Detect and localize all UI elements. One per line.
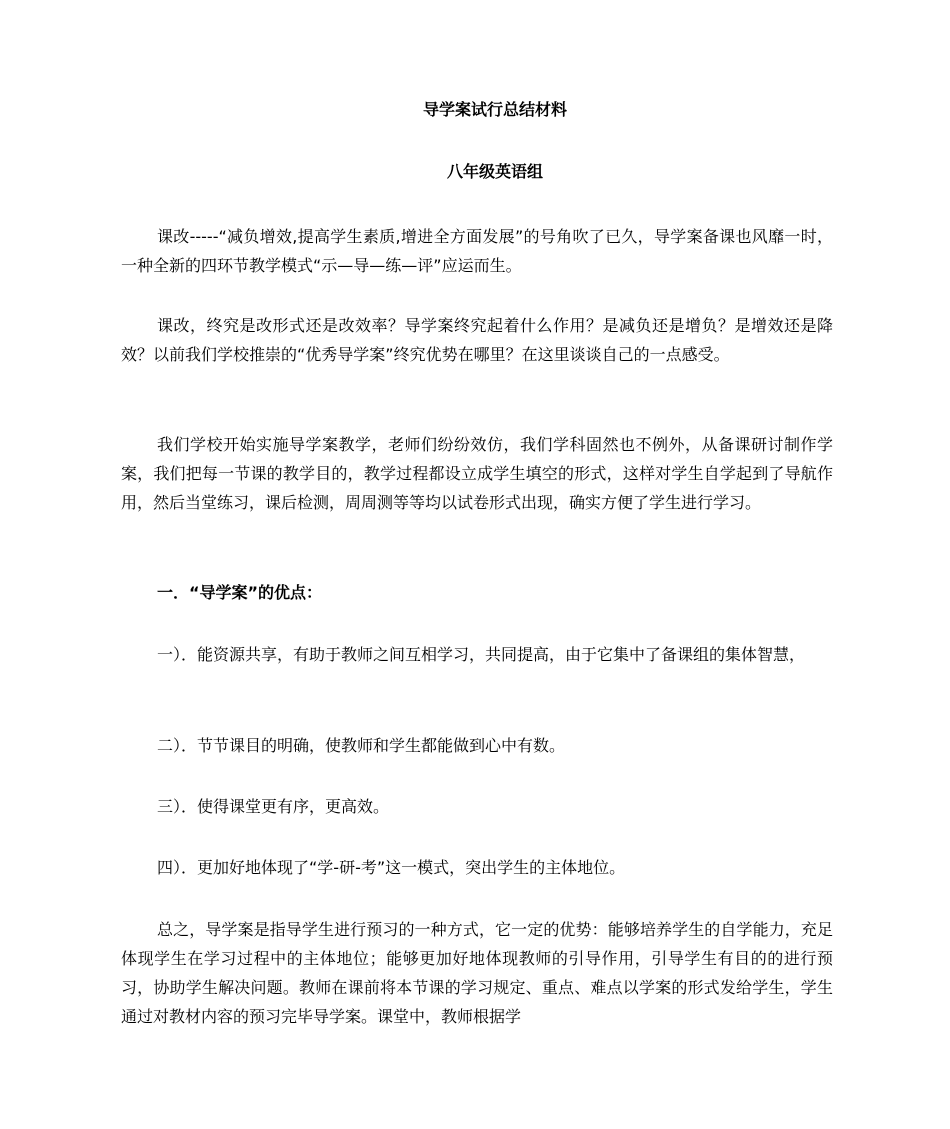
paragraph-summary: 总之，导学案是指导学生进行预习的一种方式，它一定的优势：能够培养学生的自学能力，充足体现学生在学习过程中的主体地位；能够更加好地体现教师的引导作用，引导学生有目的的进行预习，协助学生解决问题。教师在课前将本节课的学习规定、重点、难点以学案的形式发给学生，学生通过对教材内容的预习完毕导学案。课堂中，教师根据学	[121, 920, 833, 1026]
paragraph-questions: 课改，终究是改形式还是改效率？导学案终究起着什么作用？是减负还是增负？是增效还是降效？以前我们学校推崇的“优秀导学案”终究优势在哪里？在这里谈谈自己的一点感受。	[121, 316, 833, 364]
document-title: 导学案试行总结材料	[422, 100, 567, 119]
advantage-item-3: 三）．使得课堂更有序，更高效。	[157, 797, 390, 816]
document-subtitle: 八年级英语组	[446, 162, 543, 181]
section-heading-advantages: 一．“导学案”的优点：	[157, 583, 323, 602]
paragraph-intro: 课改-----“减负增效,提高学生素质,增进全方面发展”的号角吹了已久，导学案备课也风靡一时，一种全新的四环节教学模式“示—导—练—评”应运而生。	[121, 227, 833, 275]
advantage-item-2: 二）．节节课目的明确，使教师和学生都能做到心中有数。	[157, 736, 566, 755]
paragraph-implementation: 我们学校开始实施导学案教学，老师们纷纷效仿，我们学科固然也不例外，从备课研讨制作学案，我们把每一节课的教学目的，教学过程都设立成学生填空的形式，这样对学生自学起到了导航作用，然后当堂练习，课后检测，周周测等等均以试卷形式出现，确实方便了学生进行学习。	[121, 435, 833, 512]
advantage-item-4: 四）．更加好地体现了“学-研-考”这一模式，突出学生的主体地位。	[157, 858, 626, 877]
advantage-item-1: 一）．能资源共享，有助于教师之间互相学习，共同提高，由于它集中了备课组的集体智慧，	[157, 645, 806, 664]
